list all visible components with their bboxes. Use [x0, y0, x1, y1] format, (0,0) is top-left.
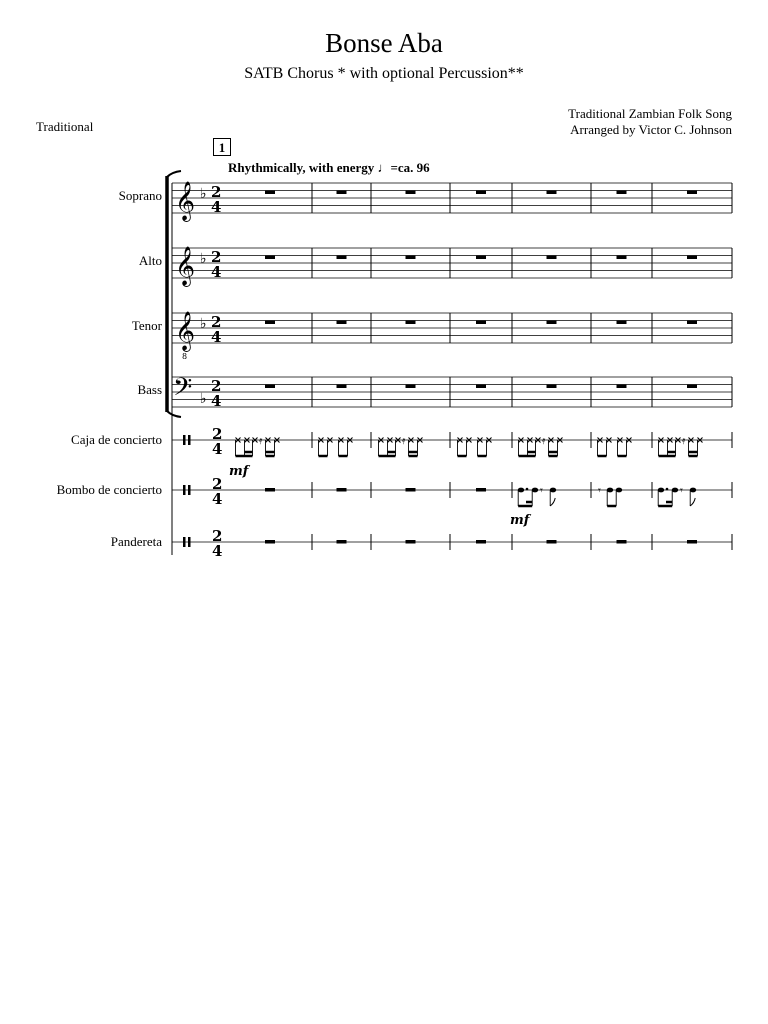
time-signature-numerator: 2 [212, 475, 223, 493]
whole-rest [547, 540, 557, 544]
whole-rest [617, 321, 627, 325]
time-signature-numerator: 2 [211, 183, 222, 201]
time-signature-numerator: 2 [212, 527, 223, 545]
flat-key-signature-icon: ♭ [200, 186, 207, 202]
whole-rest [476, 540, 486, 544]
whole-rest [687, 540, 697, 544]
whole-rest [406, 321, 416, 325]
octave-down-mark: 8 [182, 352, 188, 361]
whole-rest [476, 488, 486, 492]
instrument-label-bombo: Bombo de concierto [56, 482, 162, 497]
augmentation-dot [526, 488, 529, 491]
bracket-bottom-hook [167, 411, 181, 417]
whole-rest [547, 321, 557, 325]
filled-notehead [616, 488, 622, 493]
time-signature-denominator: 4 [211, 392, 222, 410]
whole-rest [687, 191, 697, 195]
composer-line: Traditional Zambian Folk Song [568, 106, 732, 121]
treble-clef-icon: 𝄞 [175, 246, 196, 286]
instrument-label-soprano: Soprano [118, 188, 162, 203]
time-signature-numerator: 2 [211, 248, 222, 266]
instrument-label-tenor: Tenor [131, 318, 162, 333]
bass-clef-icon: 𝄢 [173, 373, 193, 408]
time-signature-denominator: 4 [212, 440, 223, 458]
whole-rest [547, 256, 557, 260]
eighth-rest-icon: 𝄾 [598, 484, 601, 497]
instrument-label-caja: Caja de concierto [71, 432, 162, 447]
whole-rest [265, 191, 275, 195]
time-signature-denominator: 4 [212, 542, 223, 560]
dynamic-mf-bombo: mf [510, 513, 530, 528]
note-flag [550, 498, 555, 506]
instrument-label-alto: Alto [138, 253, 162, 268]
whole-rest [617, 256, 627, 260]
whole-rest [337, 488, 347, 492]
whole-rest [337, 191, 347, 195]
time-signature-denominator: 4 [212, 490, 223, 508]
percussion-clef-icon [188, 435, 191, 445]
filled-notehead [532, 488, 538, 493]
filled-notehead [518, 488, 524, 493]
augmentation-dot [666, 488, 669, 491]
flat-key-signature-icon: ♭ [200, 391, 207, 407]
bracket-top-hook [167, 171, 181, 177]
time-signature-denominator: 4 [211, 263, 222, 281]
rehearsal-mark: 1 [213, 138, 231, 156]
whole-rest [476, 191, 486, 195]
whole-rest [476, 385, 486, 389]
whole-rest [547, 385, 557, 389]
whole-rest [547, 191, 557, 195]
treble-clef-icon: 𝄞 [175, 181, 196, 221]
note-flag [690, 498, 695, 506]
tempo-value: =ca. 96 [390, 160, 430, 175]
time-signature-denominator: 4 [211, 198, 222, 216]
time-signature-numerator: 2 [211, 377, 222, 395]
staff-pandereta [172, 534, 732, 550]
filled-notehead [550, 488, 556, 493]
whole-rest [406, 385, 416, 389]
staff-alto [172, 248, 732, 278]
percussion-clef-icon [183, 435, 186, 445]
arranger-line: Arranged by Victor C. Johnson [570, 122, 732, 137]
time-signature-numerator: 2 [211, 313, 222, 331]
whole-rest [406, 488, 416, 492]
instrument-label-pandereta: Pandereta [110, 534, 162, 549]
filled-notehead [607, 488, 613, 493]
staff-bombo [172, 482, 732, 498]
score-subtitle: SATB Chorus * with optional Percussion** [244, 65, 524, 82]
whole-rest [617, 191, 627, 195]
whole-rest [406, 540, 416, 544]
whole-rest [265, 256, 275, 260]
time-signature-denominator: 4 [211, 328, 222, 346]
whole-rest [337, 540, 347, 544]
whole-rest [265, 321, 275, 325]
treble-clef-icon: 𝄞 [175, 311, 196, 351]
whole-rest [617, 540, 627, 544]
quarter-note-icon: ♩ [377, 160, 391, 175]
dynamic-mf-caja: mf [229, 464, 249, 479]
filled-notehead [690, 488, 696, 493]
percussion-clef-icon [188, 537, 191, 547]
whole-rest [337, 385, 347, 389]
sixteenth-rest-icon: 𝄿 [542, 434, 546, 447]
filled-notehead [658, 488, 664, 493]
whole-rest [337, 256, 347, 260]
flat-key-signature-icon: ♭ [200, 316, 207, 332]
sixteenth-rest-icon: 𝄿 [259, 434, 263, 447]
staff-bass [172, 377, 732, 407]
sixteenth-rest-icon: 𝄿 [402, 434, 406, 447]
whole-rest [265, 488, 275, 492]
tempo-text: Rhythmically, with energy [228, 160, 375, 175]
eighth-rest-icon: 𝄾 [680, 484, 683, 497]
poet-label: Traditional [36, 119, 94, 134]
whole-rest [687, 385, 697, 389]
score-title: Bonse Aba [325, 28, 443, 58]
eighth-rest-icon: 𝄾 [540, 484, 543, 497]
flat-key-signature-icon: ♭ [200, 251, 207, 267]
percussion-clef-icon [183, 537, 186, 547]
whole-rest [406, 191, 416, 195]
whole-rest [265, 385, 275, 389]
whole-rest [265, 540, 275, 544]
instrument-label-bass: Bass [137, 382, 162, 397]
staff-caja [172, 432, 732, 448]
whole-rest [476, 321, 486, 325]
whole-rest [617, 385, 627, 389]
whole-rest [687, 321, 697, 325]
whole-rest [687, 256, 697, 260]
sixteenth-rest-icon: 𝄿 [682, 434, 686, 447]
percussion-clef-icon [188, 485, 191, 495]
percussion-clef-icon [183, 485, 186, 495]
staff-tenor [172, 313, 732, 343]
whole-rest [337, 321, 347, 325]
whole-rest [476, 256, 486, 260]
staff-soprano [172, 183, 732, 213]
whole-rest [406, 256, 416, 260]
filled-notehead [672, 488, 678, 493]
time-signature-numerator: 2 [212, 425, 223, 443]
